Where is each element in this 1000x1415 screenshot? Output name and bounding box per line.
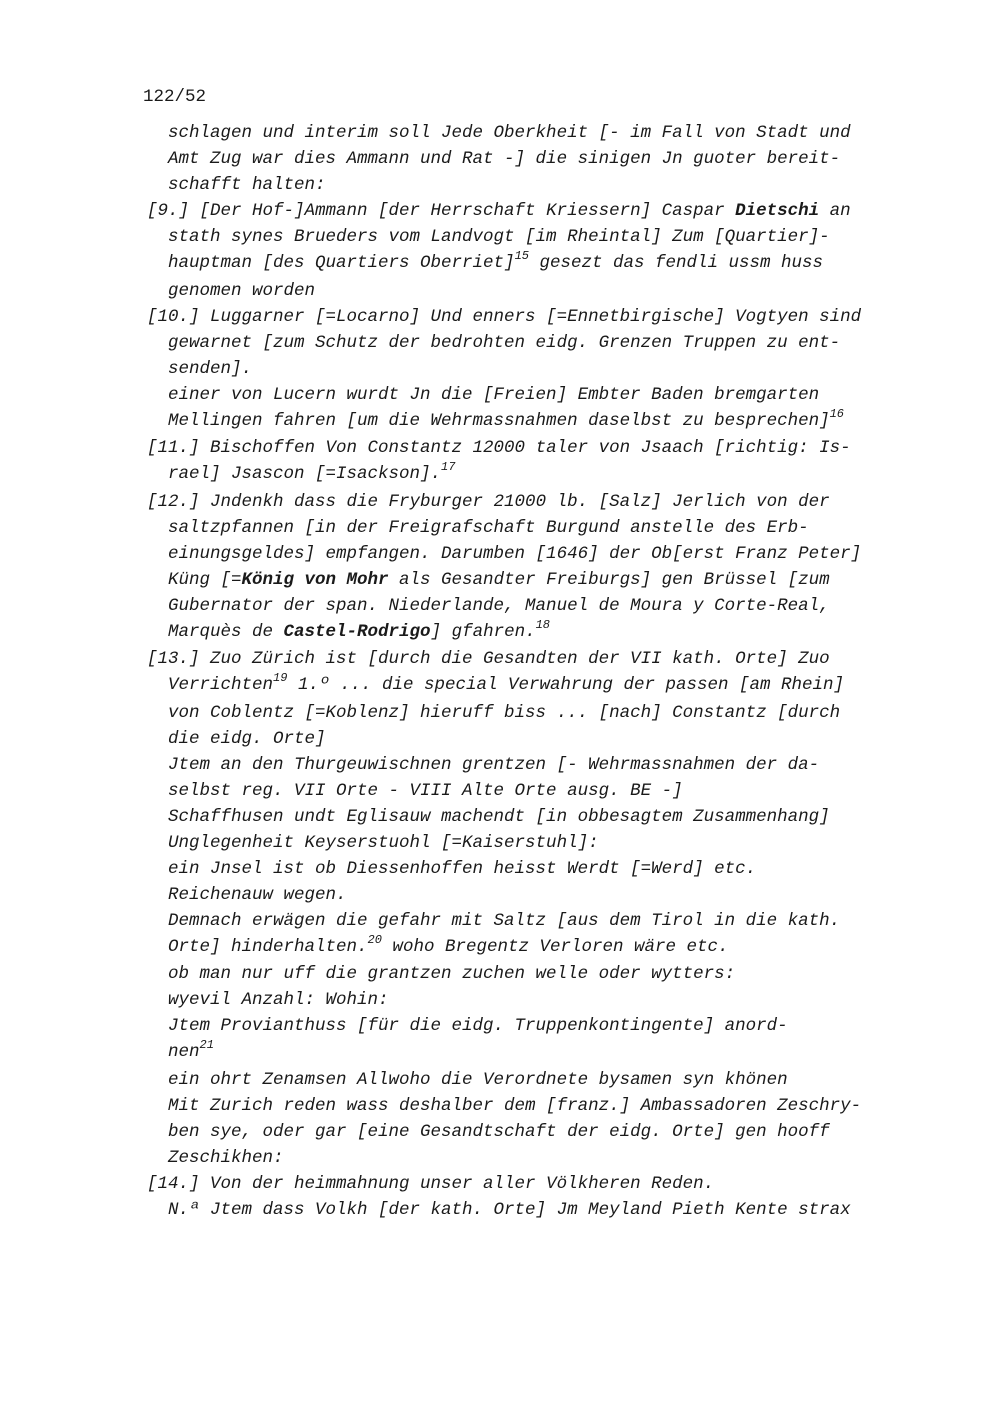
text-span: Schaffhusen undt Eglisauw machendt [in obbesagtem Zusammenhang] — [168, 806, 830, 827]
text-span: Jtem an den Thurgeuwischnen grentzen [- Wehrmassnahmen der da- — [168, 754, 820, 775]
text-line — [147, 1171, 927, 1197]
bold-name: König von Mohr — [241, 569, 389, 590]
text-span: stath synes Brueders vom Landvogt [im Rheintal] Zum [Quartier]- — [168, 227, 830, 247]
text-span: saltzpfannen [in der Freigrafschaft Burgund anstelle des Erb- — [168, 517, 809, 538]
text-span: schafft halten: — [168, 175, 326, 195]
text-line — [147, 146, 927, 172]
text-line — [147, 1119, 927, 1145]
text-span: ob man nur uff die grantzen zuchen welle oder wytters: — [168, 964, 736, 984]
footnote-reference: 19 — [273, 671, 288, 686]
text-span: einungsgeldes] empfangen. Darumben [1646] der Ob[erst Franz Peter] — [168, 543, 862, 564]
text-line — [147, 278, 927, 304]
text-line — [147, 1067, 927, 1093]
text-span: Gubernator der span. Niederlande, Manuel de Moura y Corte-Real, — [168, 595, 830, 616]
text-span: genomen worden — [168, 280, 316, 301]
text-line — [147, 934, 927, 962]
text-line — [147, 1039, 927, 1067]
text-line — [147, 1197, 927, 1225]
text-line — [147, 172, 927, 198]
text-span: Verrichten — [168, 675, 274, 695]
text-line — [147, 198, 927, 224]
text-span: Reichenauw wegen. — [168, 884, 347, 905]
text-span: 1.º ... die special Verwahrung der passen [am Rhein] — [287, 675, 845, 695]
text-line — [147, 489, 927, 515]
text-line — [147, 778, 927, 804]
text-line — [147, 619, 927, 647]
text-line — [147, 567, 927, 593]
text-span: woho Bregentz Verloren wäre etc. — [381, 936, 729, 957]
text-line — [147, 408, 927, 436]
text-line — [147, 250, 927, 278]
text-span: ben sye, oder gar [eine Gesandtschaft der eidg. Orte] gen hooff — [168, 1121, 830, 1142]
text-line — [147, 224, 927, 250]
text-span: [13.] Zuo Zürich ist [durch die Gesandten der VII kath. Orte] Zuo — [147, 649, 830, 669]
footnote-reference: 16 — [829, 406, 845, 421]
text-span: als Gesandter Freiburgs] gen Brüssel [zum — [388, 569, 830, 590]
text-line — [147, 856, 927, 882]
bold-name: Castel-Rodrigo — [283, 621, 431, 642]
text-line — [147, 515, 927, 541]
text-span: von Coblentz [=Koblenz] hieruff biss ... [nach] Constantz [durch — [168, 702, 841, 723]
text-span: einer von Lucern wurdt Jn die [Freien] Embter Baden bremgarten — [168, 384, 820, 405]
text-line — [147, 646, 927, 672]
text-span: an — [819, 201, 851, 221]
text-span: Marquès de — [168, 621, 284, 642]
footnote-reference: 20 — [367, 932, 382, 947]
text-span: Zeschikhen: — [168, 1147, 284, 1168]
text-span: [12.] Jndenkh dass die Fryburger 21000 lb. [Salz] Jerlich von der — [147, 491, 830, 512]
text-span: wyevil Anzahl: Wohin: — [168, 990, 389, 1010]
footnote-reference: 17 — [441, 460, 456, 475]
text-span: [10.] Luggarner [=Locarno] Und enners [=Ennetbirgische] Vogtyen sind — [147, 306, 862, 327]
text-span: Orte] hinderhalten. — [168, 936, 368, 957]
text-span: rael] Jsascon [=Isackson]. — [168, 464, 442, 484]
text-line — [147, 304, 927, 330]
text-line — [147, 672, 927, 700]
text-span: [14.] Von der heimmahnung unser aller Völkheren Reden. — [147, 1173, 715, 1194]
text-line — [147, 120, 927, 146]
text-span: Demnach erwägen die gefahr mit Saltz [aus dem Tirol in die kath. — [168, 910, 841, 931]
text-span: nen — [168, 1042, 200, 1062]
text-line — [147, 1145, 927, 1171]
footnote-reference: 15 — [514, 249, 529, 264]
text-span: senden]. — [168, 358, 253, 379]
text-line — [147, 700, 927, 726]
text-span: Mit Zurich reden wass deshalber dem [franz.] Ambassadoren Zeschry- — [168, 1095, 862, 1116]
document-body — [147, 120, 927, 1224]
text-line — [147, 804, 927, 830]
page-number: 122/52 — [143, 87, 207, 107]
footnote-reference: 18 — [535, 617, 550, 632]
text-line — [147, 882, 927, 908]
text-span: N.ª Jtem dass Volkh [der kath. Orte] Jm Meyland Pieth Kente strax — [168, 1199, 851, 1220]
text-line — [147, 541, 927, 567]
bold-name: Dietschi — [735, 201, 820, 221]
text-line — [147, 435, 927, 461]
text-line — [147, 1013, 927, 1039]
footnote-reference: 21 — [199, 1038, 214, 1053]
text-line — [147, 356, 927, 382]
text-span: die eidg. Orte] — [168, 728, 326, 749]
text-span: schlagen und interim soll Jede Oberkheit [- im Fall von Stadt und — [168, 123, 851, 143]
text-span: ein Jnsel ist ob Diessenhoffen heisst Werdt [=Werd] etc. — [168, 858, 757, 879]
text-line — [147, 908, 927, 934]
text-span: [11.] Bischoffen Von Constantz 12000 taler von Jsaach [richtig: Is- — [147, 438, 851, 458]
text-line — [147, 987, 927, 1013]
text-line — [147, 461, 927, 489]
text-line — [147, 726, 927, 752]
text-span: Küng [= — [168, 569, 242, 590]
text-span: Jtem Provianthuss [für die eidg. Truppenkontingente] anord- — [168, 1016, 788, 1036]
text-line — [147, 382, 927, 408]
text-line — [147, 830, 927, 856]
text-span: Amt Zug war dies Ammann und Rat -] die sinigen Jn guoter bereit- — [168, 149, 841, 169]
text-span: [9.] [Der Hof-]Ammann [der Herrschaft Kriessern] Caspar — [147, 201, 736, 221]
text-span: Mellingen fahren [um die Wehrmassnahmen daselbst zu besprechen] — [168, 410, 830, 431]
text-span: hauptman [des Quartiers Oberriet] — [168, 253, 515, 273]
text-span: gesezt das fendli ussm huss — [528, 253, 824, 273]
text-span: gewarnet [zum Schutz der bedrohten eidg. Grenzen Truppen zu ent- — [168, 332, 841, 353]
text-span: ein ohrt Zenamsen Allwoho die Verordnete bysamen syn khönen — [168, 1069, 788, 1090]
text-line — [147, 1093, 927, 1119]
text-span: ] gfahren. — [430, 621, 536, 642]
text-span: selbst reg. VII Orte - VIII Alte Orte ausg. BE -] — [168, 780, 683, 801]
text-line — [147, 752, 927, 778]
text-line — [147, 330, 927, 356]
text-line — [147, 961, 927, 987]
text-line — [147, 593, 927, 619]
text-span: Unglegenheit Keyserstuohl [=Kaiserstuhl]: — [168, 832, 599, 853]
